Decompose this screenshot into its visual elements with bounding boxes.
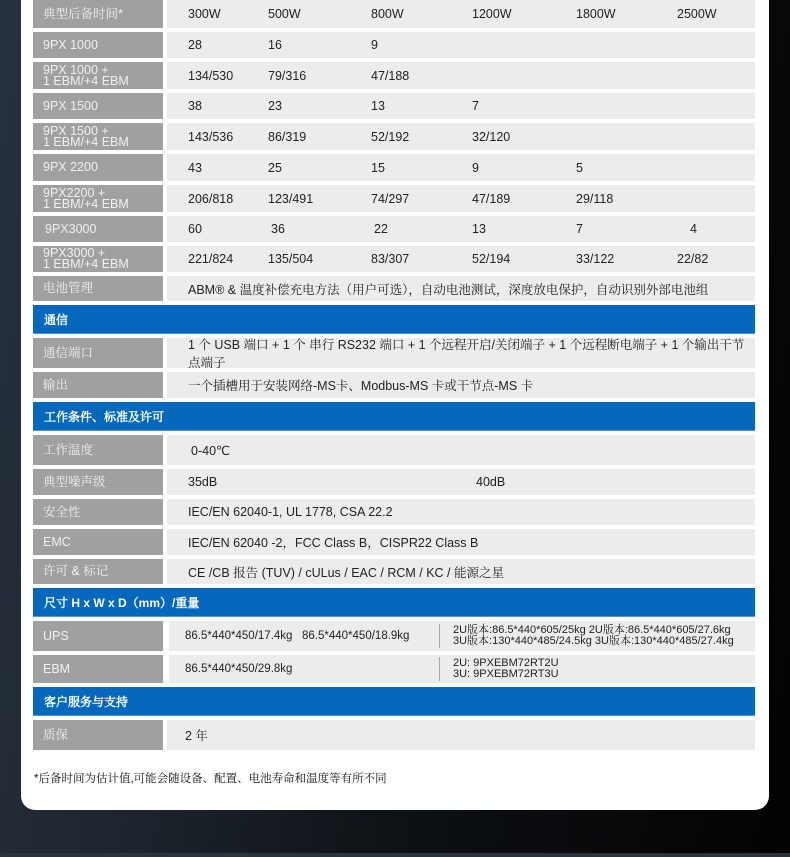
model-label-line2: 1 EBM/+4 EBM	[43, 257, 129, 271]
table-row	[33, 216, 755, 242]
table-row	[33, 185, 755, 212]
runtime-value: 221/824	[188, 252, 234, 266]
runtime-footnote: *后备时间为估计值,可能会随设备、配置、电池寿命和温度等有所不同	[34, 773, 387, 785]
table-row	[33, 372, 755, 398]
section-header-dimensions: 尺寸 H x W x D（mm）/重量	[33, 588, 755, 617]
runtime-value: 143/536	[188, 129, 234, 144]
row-label: 通信端口	[33, 338, 163, 368]
row-value-secondary: 40dB	[476, 475, 506, 489]
row-label: 安全性	[33, 499, 163, 525]
row-label: EMC	[33, 529, 163, 555]
spec-table	[33, 0, 755, 754]
load-header: 300W	[188, 7, 221, 21]
runtime-value: 16	[268, 38, 282, 52]
row-label: 许可 & 标记	[33, 559, 163, 584]
table-row	[33, 621, 755, 651]
runtime-value: 15	[371, 160, 385, 175]
variant-line: 2U版本:86.5*440*605/25kg 2U版本:86.5*440*605/27.6kg	[453, 624, 731, 636]
runtime-value: 47/189	[472, 191, 511, 206]
row-label: 典型噪声级	[33, 469, 163, 495]
runtime-value: 47/188	[371, 68, 410, 83]
model-label-line1: 9PX 1000 +	[43, 62, 109, 77]
runtime-value: 25	[268, 160, 282, 175]
runtime-value: 36	[271, 222, 285, 236]
runtime-value: 206/818	[188, 191, 234, 206]
table-row	[33, 720, 755, 750]
load-header: 1200W	[472, 7, 512, 21]
section-header-support: 客户服务与支持	[33, 687, 755, 716]
runtime-value: 123/491	[268, 191, 314, 206]
model-label	[33, 246, 163, 272]
model-label	[33, 185, 163, 212]
table-row	[33, 559, 755, 584]
runtime-value: 29/118	[576, 191, 614, 206]
runtime-value: 23	[268, 99, 282, 113]
variant-line: 3U版本:130*440*485/24.5kg 3U版本:130*440*485/27.4kg	[453, 635, 734, 647]
runtime-value: 32/120	[472, 129, 511, 144]
model-label-line2: 1 EBM/+4 EBM	[43, 73, 129, 88]
ebm-model-variants	[440, 658, 559, 680]
ebm-dimension-value: 86.5*440*450/29.8kg	[185, 663, 293, 675]
runtime-value: 9	[371, 38, 378, 52]
runtime-value: 38	[188, 99, 202, 113]
row-label: EBM	[33, 655, 163, 683]
ups-dimension-value: 86.5*440*450/17.4kg 86.5*440*450/18.9kg	[185, 630, 410, 642]
row-value: 一个插槽用于安装网络-MS卡、Modbus-MS 卡或干节点-MS 卡	[188, 379, 534, 393]
runtime-value: 5	[576, 160, 583, 175]
runtime-header-row	[33, 0, 755, 28]
model-label	[33, 62, 163, 89]
runtime-value: 9	[472, 160, 479, 175]
runtime-value: 13	[371, 99, 385, 113]
runtime-value: 28	[188, 38, 202, 52]
battery-management-row	[33, 276, 755, 301]
table-row	[33, 338, 755, 368]
runtime-value: 22	[374, 222, 388, 236]
table-row	[33, 123, 755, 150]
table-row	[33, 499, 755, 525]
runtime-value: 7	[472, 99, 479, 113]
row-label: 工作温度	[33, 435, 163, 465]
ups-dimension-variants	[440, 625, 734, 647]
runtime-value: 22/82	[677, 252, 709, 266]
model-label-line1: 9PX3000 +	[43, 246, 106, 260]
table-row	[33, 93, 755, 119]
variant-line: 2U: 9PXEBM72RT2U	[453, 657, 559, 669]
model-label-line2: 1 EBM/+4 EBM	[43, 196, 129, 211]
table-row	[33, 62, 755, 89]
row-value: 0-40℃	[191, 443, 231, 458]
battery-management-value: ABM® & 温度补偿充电方法（用户可选），自动电池测试，深度放电保护，自动识别外部电池组	[188, 282, 709, 297]
runtime-value: 74/297	[371, 191, 410, 206]
table-row	[33, 246, 755, 272]
section-header-communication: 通信	[33, 305, 755, 334]
runtime-value: 4	[690, 222, 697, 236]
runtime-value: 33/122	[576, 252, 615, 266]
battery-management-label: 电池管理	[33, 276, 163, 301]
model-label-line2: 1 EBM/+4 EBM	[43, 134, 129, 149]
row-value: IEC/EN 62040 -2，FCC Class B，CISPR22 Class B	[188, 536, 479, 550]
runtime-value: 86/319	[268, 129, 307, 144]
row-label: 质保	[33, 720, 163, 750]
table-row	[33, 529, 755, 555]
runtime-value: 79/316	[268, 68, 307, 83]
runtime-value: 7	[576, 222, 583, 236]
runtime-value: 13	[472, 222, 486, 236]
page-bottom-band	[0, 853, 790, 857]
row-value: IEC/EN 62040-1, UL 1778, CSA 22.2	[188, 505, 393, 519]
table-row	[33, 435, 755, 465]
model-label: 9PX 2200	[33, 154, 163, 181]
table-row	[33, 469, 755, 495]
runtime-value: 52/194	[472, 252, 511, 266]
runtime-value: 43	[188, 160, 202, 175]
load-header: 800W	[371, 7, 404, 21]
runtime-value: 134/530	[188, 68, 234, 83]
row-label: UPS	[33, 621, 163, 651]
load-header: 500W	[268, 7, 301, 21]
runtime-value: 60	[188, 222, 202, 236]
row-value: CE /CB 报告 (TUV) / cULus / EAC / RCM / KC / 能源之星	[188, 565, 505, 580]
row-value: 35dB	[188, 475, 218, 489]
model-label: 9PX3000	[33, 216, 163, 242]
load-header: 1800W	[576, 7, 616, 21]
section-header-conditions: 工作条件、标准及许可	[33, 402, 755, 431]
model-label-line1: 9PX 1500 +	[43, 123, 109, 138]
model-label	[33, 123, 163, 150]
row-value: 1 个 USB 端口 + 1 个 串行 RS232 端口 + 1 个远程开启/关闭端子 + 1 个远程断电端子 + 1 个输出干节点端子	[188, 338, 745, 370]
table-row	[33, 154, 755, 181]
row-value: 2 年	[185, 729, 208, 743]
runtime-value: 83/307	[371, 252, 410, 266]
variant-line: 3U: 9PXEBM72RT3U	[453, 668, 559, 680]
model-label: 9PX 1000	[33, 32, 163, 58]
model-label-line1: 9PX2200 +	[43, 185, 106, 200]
row-label: 输出	[33, 372, 163, 398]
spec-card	[21, 0, 769, 810]
table-row	[33, 32, 755, 58]
table-row	[33, 655, 755, 683]
runtime-value: 135/504	[268, 252, 314, 266]
model-label: 9PX 1500	[33, 93, 163, 119]
runtime-header-label: 典型后备时间*	[33, 0, 163, 28]
load-header: 2500W	[677, 7, 717, 21]
runtime-value: 52/192	[371, 129, 410, 144]
